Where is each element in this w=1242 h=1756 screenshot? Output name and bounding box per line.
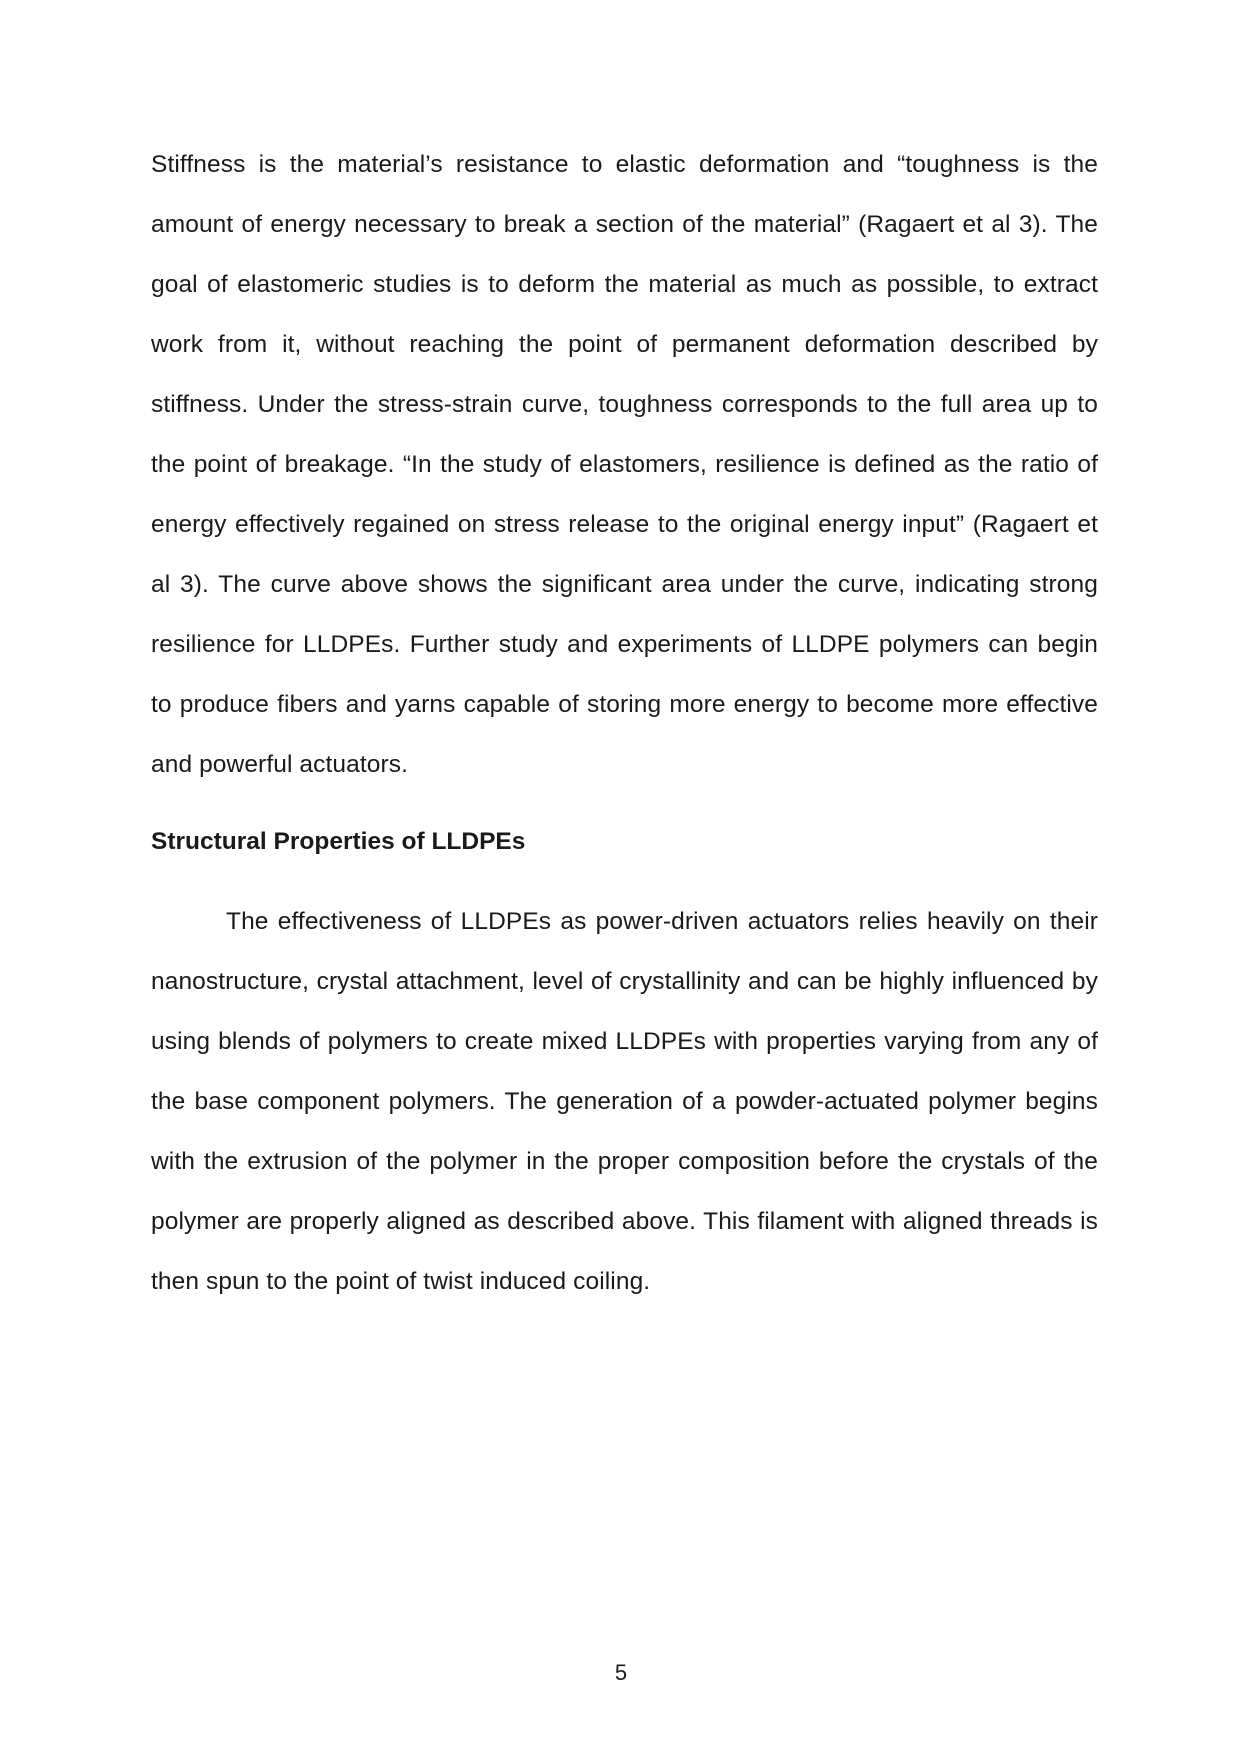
section-heading: Structural Properties of LLDPEs [151,828,526,855]
page-number: 5 [614,1660,628,1685]
body-paragraph-structural-properties: The effectiveness of LLDPEs as power-driven actuators relies heavily on their nanostructure, crystal attachment, level of crystallinity and can be highly influenced by using blends of polymers to create mixed LLDPEs with properties varying from any of the base component polymers. The generation of a powder-actuated polymer begins with the extrusion of the polymer in the proper composition before the crystals of the polymer are properly aligned as described above. This filament with aligned threads is then spun to the point of twist induced coiling. [151,908,1098,1295]
body-paragraph-stiffness: Stiffness is the material’s resistance to elastic deformation and “toughness is the amount of energy necessary to break a section of the material” (Ragaert et al 3). The goal of elastomeric studies is to deform the material as much as possible, to extract work from it, without reaching the point of permanent deformation described by stiffness. Under the stress-strain curve, toughness corresponds to the full area up to the point of breakage. “In the study of elastomers, resilience is defined as the ratio of energy effectively regained on stress release to the original energy input” (Ragaert et al 3). The curve above shows the significant area under the curve, indicating strong resilience for LLDPEs. Further study and experiments of LLDPE polymers can begin to produce fibers and yarns capable of storing more energy to become more effective and powerful actuators. [151,151,1098,778]
